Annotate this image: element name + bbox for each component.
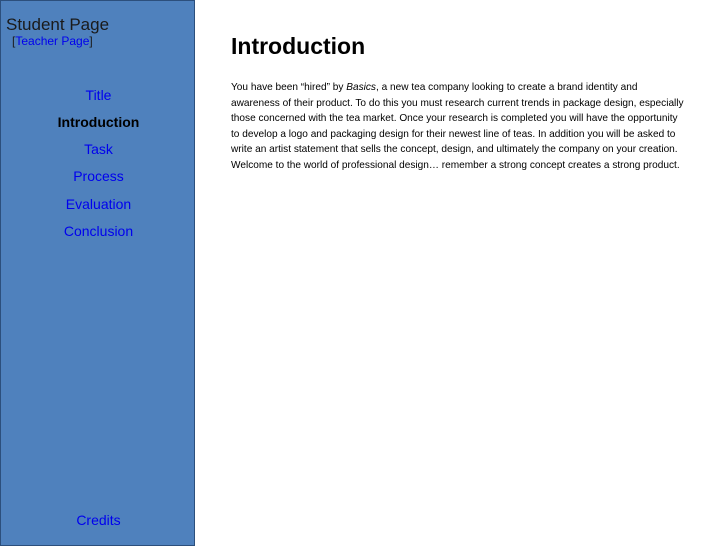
page-title: Introduction — [231, 33, 366, 59]
student-page-title: Student Page — [6, 15, 110, 34]
nav-item-process[interactable]: Process — [73, 168, 124, 184]
bracket-close: ] — [89, 34, 93, 48]
bracket-open: [ — [12, 34, 16, 48]
intro-paragraph — [231, 80, 686, 173]
nav-item-evaluation[interactable]: Evaluation — [65, 196, 132, 212]
sidebar — [0, 0, 195, 546]
nav-item-title[interactable]: Title — [85, 87, 112, 103]
intro-text-part1: You have been “hired” by — [231, 82, 347, 93]
nav-item-introduction: Introduction — [57, 114, 140, 130]
nav-item-credits[interactable]: Credits — [76, 512, 121, 528]
company-name: Basics — [346, 82, 376, 93]
nav-item-conclusion[interactable]: Conclusion — [63, 223, 134, 239]
intro-text-part2: , a new tea company looking to create a brand identity and awareness of their product. To do this you must research current trends in package design, especially those concerned with the tea market. Once your research is completed you will have the opportunity to develop a logo and packaging design for their newest line of teas. In addition you will be asked to write an artist statement that sells the concept, design, and ultimately the company on your creation. Welcome to the world of professional design… remember a strong concept creates a strong product. — [231, 82, 684, 171]
teacher-page-line — [12, 34, 109, 48]
sidebar-header — [6, 16, 109, 48]
nav-item-task[interactable]: Task — [84, 141, 113, 157]
teacher-page-link[interactable]: Teacher Page — [15, 34, 90, 48]
